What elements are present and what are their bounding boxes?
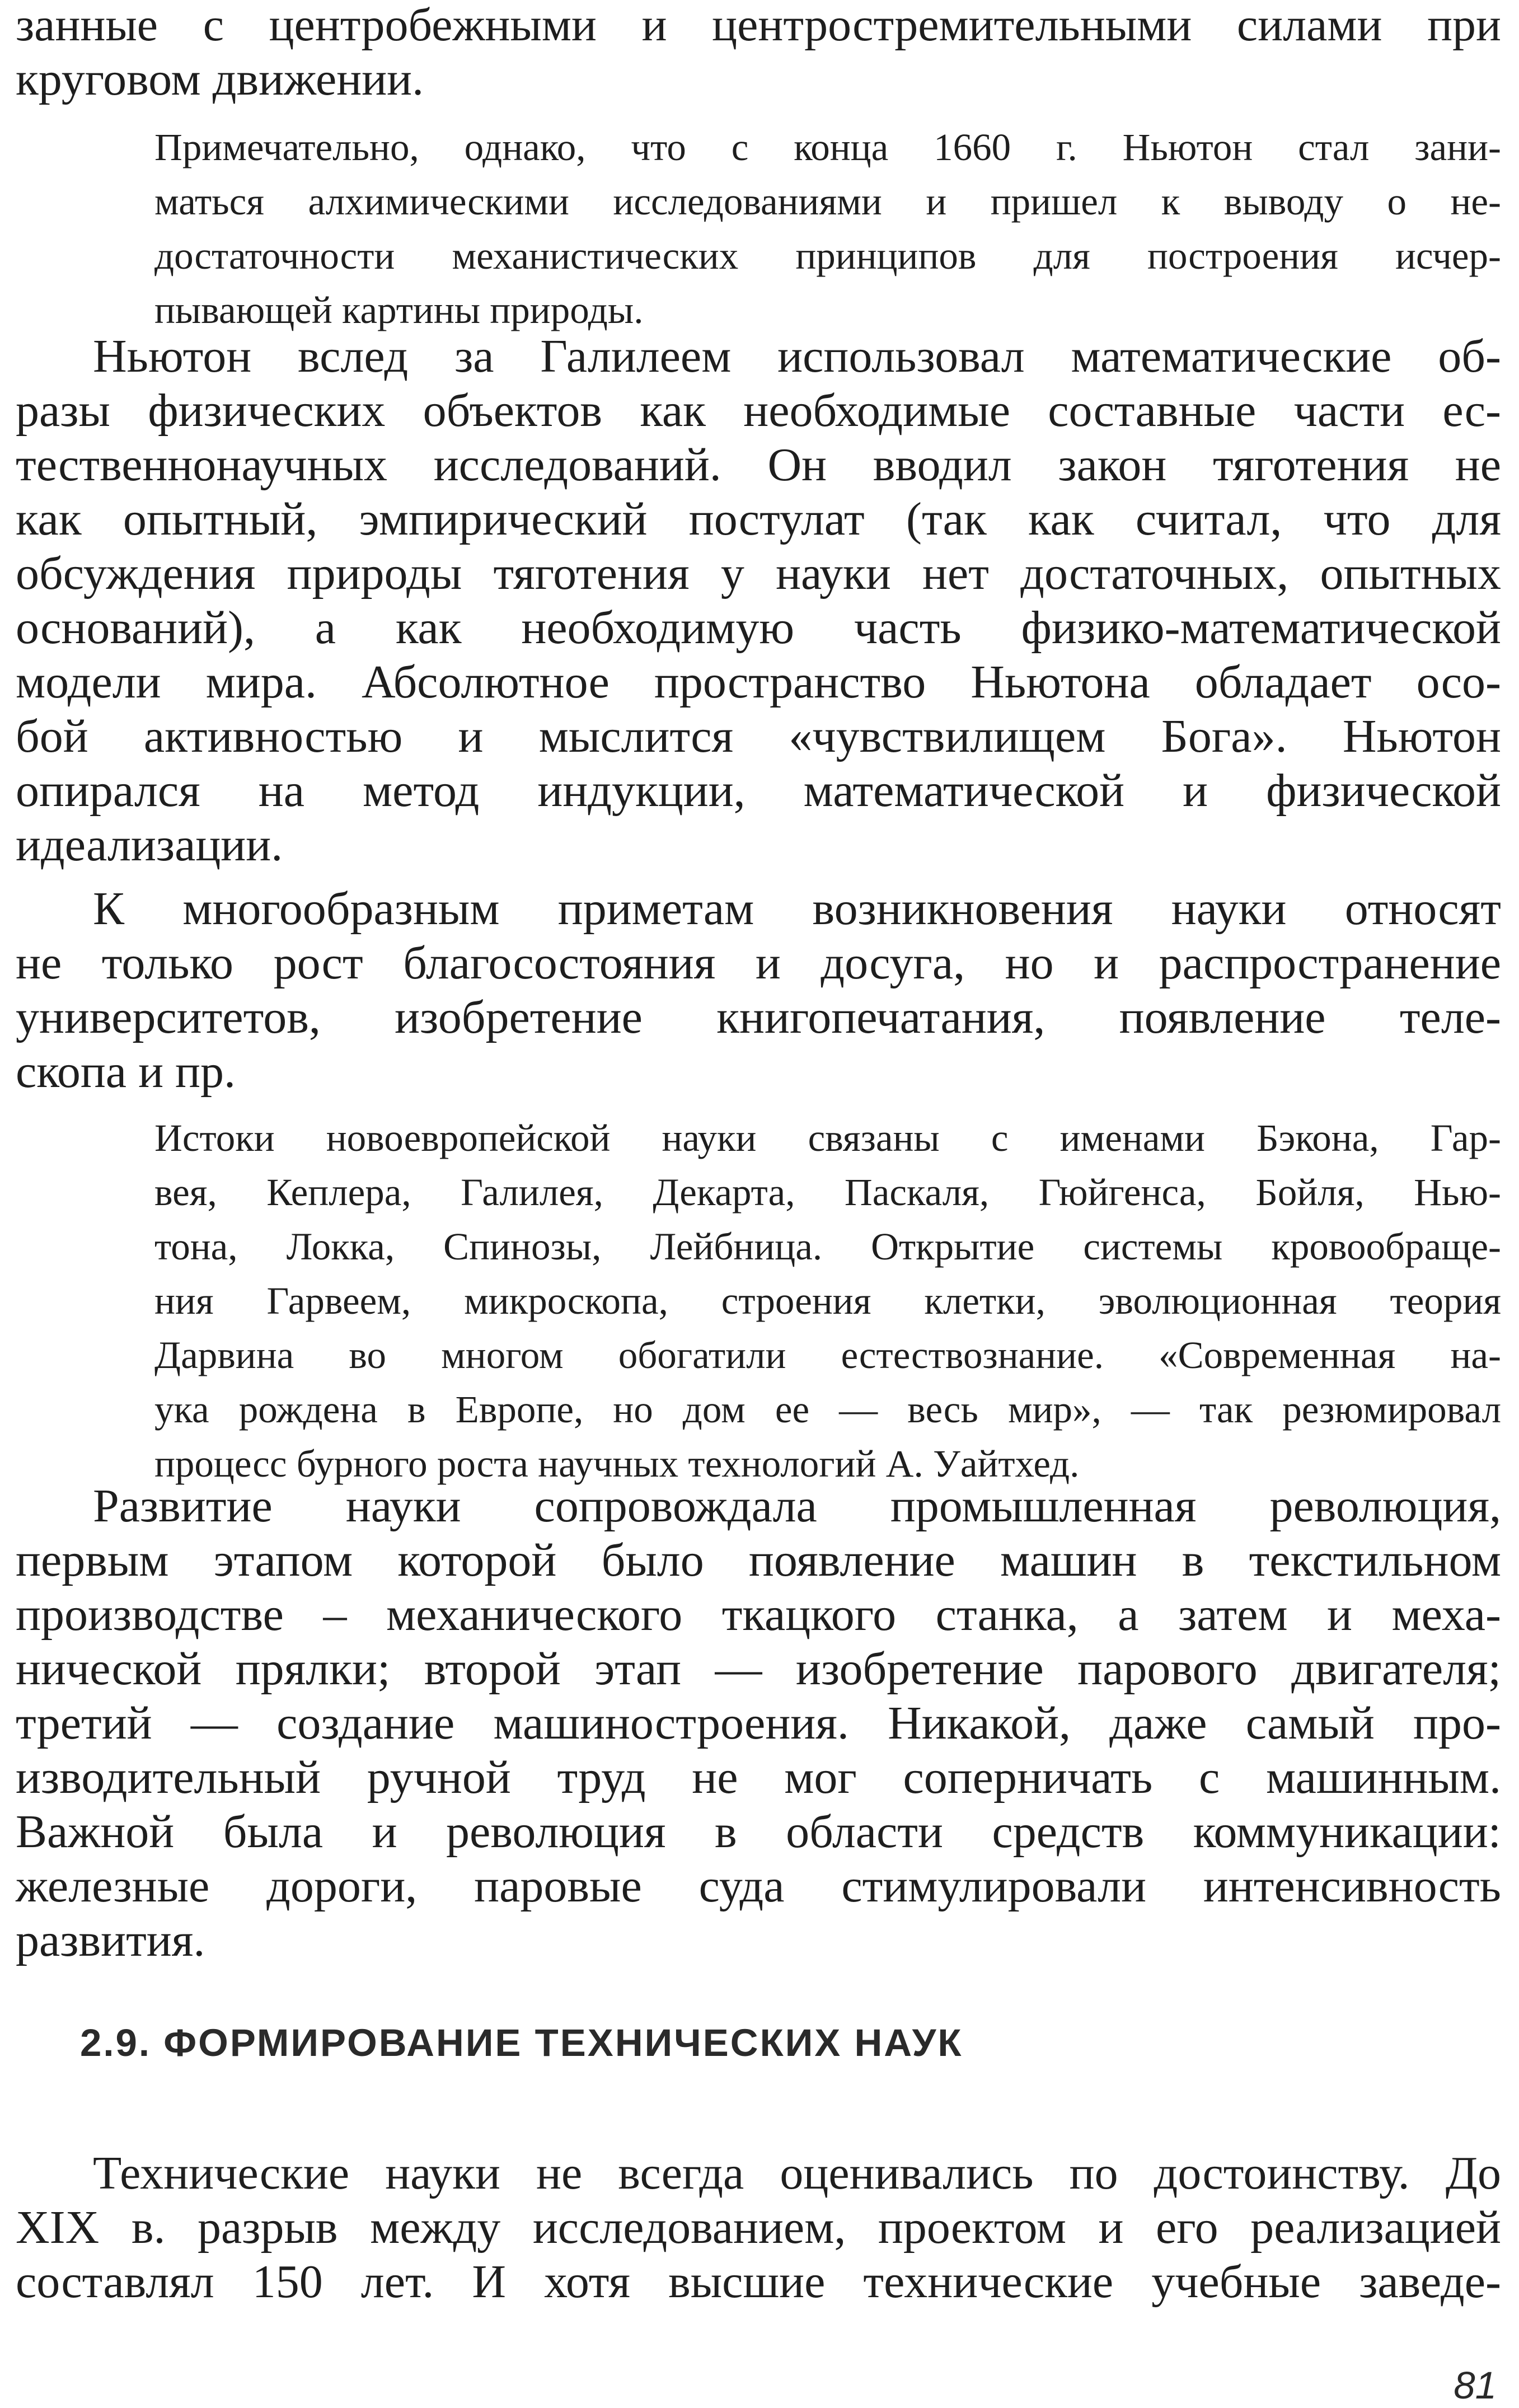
text-line: составлял 150 лет. И хотя высшие технические учебные заведе-	[16, 2256, 1501, 2308]
paragraph-industrial-revolution	[16, 1479, 1501, 1967]
text-line: обсуждения природы тяготения у науки нет достаточных, опытных	[16, 547, 1501, 599]
paragraph-science-signs	[16, 882, 1501, 1099]
text-line: университетов, изобретение книгопечатания, появление теле-	[16, 991, 1501, 1043]
paragraph-technical-sciences	[16, 2146, 1501, 2309]
text-line: маться алхимическими исследованиями и пришел к выводу о не-	[154, 180, 1501, 223]
text-line: Технические науки не всегда оценивались по достоинству. До	[93, 2147, 1501, 2199]
text-line: ния Гарвеем, микроскопа, строения клетки, эволюционная теория	[154, 1280, 1501, 1322]
paragraph-newton-galileo	[16, 329, 1501, 872]
text-line: круговом движении.	[16, 53, 424, 105]
text-line: опирался на метод индукции, математической и физической	[16, 765, 1501, 817]
text-line: занные с центробежными и центростремительными силами при	[16, 0, 1501, 51]
paragraph-continued	[16, 0, 1501, 106]
text-line: бой активностью и мыслится «чувствилищем Бога». Ньютон	[16, 710, 1501, 762]
text-line: Дарвина во многом обогатили естествознание. «Современная на-	[154, 1334, 1501, 1376]
text-line: третий — создание машиностроения. Никакой, даже самый про-	[16, 1697, 1501, 1749]
note-paragraph-alchemy	[16, 120, 1501, 338]
text-line: пывающей картины природы.	[154, 289, 644, 331]
text-line: скопа и пр.	[16, 1046, 236, 1098]
text-line: разы физических объектов как необходимые составные части ес-	[16, 385, 1501, 437]
text-line: идеализации.	[16, 819, 283, 871]
text-line: оснований), а как необходимую часть физико-математической	[16, 602, 1501, 654]
text-line: тона, Локка, Спинозы, Лейбница. Открытие системы кровообраще-	[154, 1225, 1501, 1268]
text-line: развития.	[16, 1914, 205, 1966]
text-line: достаточности механистических принципов для построения исчер-	[154, 235, 1501, 277]
text-line: нической прялки; второй этап — изобретение парового двигателя;	[16, 1643, 1501, 1695]
text-line: не только рост благосостояния и досуга, но и распространение	[16, 937, 1501, 989]
text-line: железные дороги, паровые суда стимулировали интенсивность	[16, 1860, 1501, 1912]
text-line: Истоки новоевропейской науки связаны с именами Бэкона, Гар-	[154, 1117, 1501, 1159]
text-line: ука рождена в Европе, но дом ее — весь мир», — так резюмировал	[154, 1388, 1501, 1431]
page-number: 81	[1454, 2364, 1497, 2407]
section-heading: 2.9. ФОРМИРОВАНИЕ ТЕХНИЧЕСКИХ НАУК	[80, 2021, 963, 2064]
note-paragraph-origins	[16, 1111, 1501, 1491]
text-line: Примечательно, однако, что с конца 1660 г. Ньютон стал зани-	[154, 126, 1501, 168]
text-line: XIX в. разрыв между исследованием, проектом и его реализацией	[16, 2201, 1501, 2254]
text-line: как опытный, эмпирический постулат (так как считал, что для	[16, 493, 1501, 545]
text-line: Ньютон вслед за Галилеем использовал математические об-	[93, 330, 1501, 382]
text-line: производстве – механического ткацкого станка, а затем и меха-	[16, 1589, 1501, 1641]
text-line: модели мира. Абсолютное пространство Ньютона обладает осо-	[16, 656, 1501, 708]
text-line: Развитие науки сопровождала промышленная революция,	[93, 1480, 1501, 1532]
text-line: первым этапом которой было появление машин в текстильном	[16, 1534, 1501, 1586]
text-line: процесс бурного роста научных технологий А. Уайтхед.	[154, 1442, 1080, 1485]
text-line: Важной была и революция в области средств коммуникации:	[16, 1806, 1501, 1858]
text-line: К многообразным приметам возникновения науки относят	[93, 883, 1501, 935]
text-line: тественнонаучных исследований. Он вводил закон тяготения не	[16, 439, 1501, 491]
text-line: вея, Кеплера, Галилея, Декарта, Паскаля, Гюйгенса, Бойля, Нью-	[154, 1171, 1501, 1214]
text-line: изводительный ручной труд не мог соперничать с машинным.	[16, 1751, 1501, 1803]
